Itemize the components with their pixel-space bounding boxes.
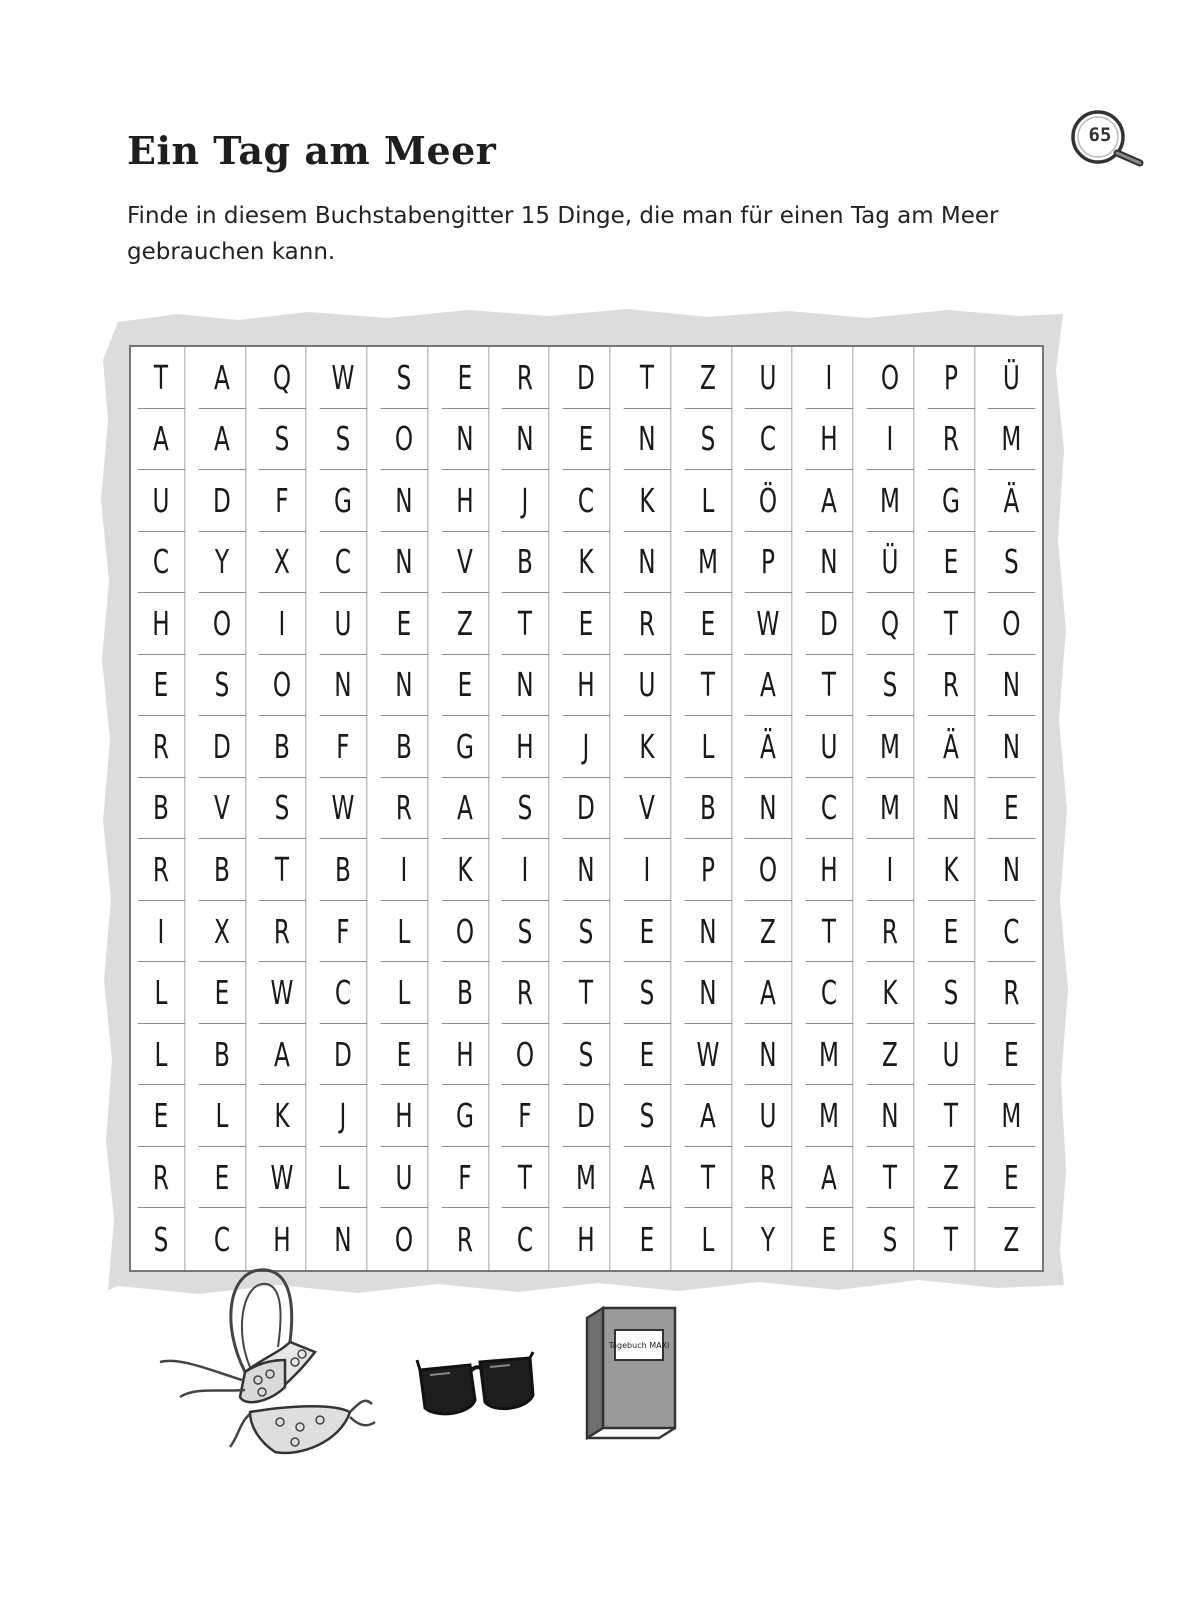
grid-cell: O	[381, 409, 428, 471]
grid-cell: V	[198, 778, 245, 840]
grid-cell: C	[198, 1208, 245, 1270]
grid-cell: S	[563, 1024, 610, 1086]
grid-cell: G	[441, 1085, 488, 1147]
grid-cell: O	[988, 593, 1035, 655]
grid-cell: I	[381, 839, 428, 901]
grid-cell: J	[320, 1085, 367, 1147]
grid-cell: R	[138, 1147, 185, 1209]
grid-cell: Y	[198, 532, 245, 594]
grid-cell: N	[745, 778, 792, 840]
grid-cell: A	[684, 1085, 731, 1147]
grid-cell: N	[866, 1085, 913, 1147]
grid-cell: O	[745, 839, 792, 901]
grid-cell: Z	[866, 1024, 913, 1086]
grid-cell: S	[259, 409, 306, 471]
grid-cell: K	[624, 716, 671, 778]
grid-cell: K	[563, 532, 610, 594]
grid-cell: T	[806, 655, 853, 717]
grid-cell: N	[441, 409, 488, 471]
grid-cell: B	[381, 716, 428, 778]
grid-cell: N	[563, 839, 610, 901]
grid-cell: N	[381, 470, 428, 532]
grid-cell: A	[806, 1147, 853, 1209]
grid-cell: T	[624, 347, 671, 409]
grid-cell: K	[259, 1085, 306, 1147]
grid-cell: L	[320, 1147, 367, 1209]
grid-cell: I	[259, 593, 306, 655]
grid-cell: S	[198, 655, 245, 717]
grid-cell: T	[806, 901, 853, 963]
page-number: 65	[1088, 124, 1112, 146]
grid-cell: E	[441, 655, 488, 717]
grid-cell: N	[502, 655, 549, 717]
grid-cell: N	[745, 1024, 792, 1086]
grid-cell: M	[806, 1085, 853, 1147]
grid-cell: A	[745, 655, 792, 717]
grid-cell: N	[988, 655, 1035, 717]
grid-cell: Z	[1003, 1219, 1020, 1259]
grid-cell: B	[198, 1024, 245, 1086]
grid-cell: W	[745, 593, 792, 655]
grid-cell: A	[624, 1147, 671, 1209]
grid-cell: E	[988, 1024, 1035, 1086]
grid-cell: T	[927, 1208, 974, 1270]
grid-cell: U	[381, 1147, 428, 1209]
grid-cell: R	[259, 901, 306, 963]
grid-cell: Ä	[988, 470, 1035, 532]
grid-cell: H	[563, 1208, 610, 1270]
grid-cell: N	[381, 532, 428, 594]
grid-cell: P	[745, 532, 792, 594]
grid-cell: W	[684, 1024, 731, 1086]
grid-cell: R	[502, 347, 549, 409]
grid-cell: N	[320, 655, 367, 717]
grid-cell: S	[624, 962, 671, 1024]
grid-cell: M	[866, 470, 913, 532]
grid-cell: H	[441, 470, 488, 532]
grid-cell: Q	[259, 347, 306, 409]
grid-cell: S	[927, 962, 974, 1024]
grid-cell: A	[259, 1024, 306, 1086]
grid-cell: Z	[684, 347, 731, 409]
grid-cell: M	[563, 1147, 610, 1209]
grid-cell: K	[441, 839, 488, 901]
grid-cell: X	[259, 532, 306, 594]
grid-cell: K	[927, 839, 974, 901]
grid-cell: L	[381, 962, 428, 1024]
grid-cell: U	[138, 470, 185, 532]
grid-cell: T	[927, 1085, 974, 1147]
grid-cell: N	[806, 532, 853, 594]
sunglasses-illustration	[415, 1350, 540, 1430]
grid-cell: S	[624, 1085, 671, 1147]
grid-cell: C	[563, 470, 610, 532]
grid-cell: F	[259, 470, 306, 532]
grid-cell: S	[320, 409, 367, 471]
grid-cell: K	[624, 470, 671, 532]
grid-cell: V	[624, 778, 671, 840]
diary-book-illustration	[575, 1300, 685, 1440]
grid-cell: H	[441, 1024, 488, 1086]
grid-cell: E	[138, 1085, 185, 1147]
grid-cell: O	[866, 347, 913, 409]
book-cover-label: Tagebuch MAXI	[608, 1341, 670, 1350]
grid-cell: L	[198, 1085, 245, 1147]
grid-cell: C	[320, 532, 367, 594]
grid-cell: O	[381, 1208, 428, 1270]
grid-cell: R	[866, 901, 913, 963]
grid-cell: E	[198, 1147, 245, 1209]
grid-cell: O	[198, 593, 245, 655]
grid-cell: C	[806, 962, 853, 1024]
grid-cell: R	[138, 839, 185, 901]
grid-cell: I	[866, 839, 913, 901]
grid-cell: E	[684, 593, 731, 655]
grid-cell: Z	[441, 593, 488, 655]
grid-cell: A	[138, 409, 185, 471]
grid-cell: N	[624, 532, 671, 594]
grid-cell: X	[198, 901, 245, 963]
grid-cell: Y	[745, 1208, 792, 1270]
grid-cell: R	[988, 962, 1035, 1024]
grid-cell: M	[806, 1024, 853, 1086]
grid-cell: R	[502, 962, 549, 1024]
grid-cell: B	[138, 778, 185, 840]
grid-cell: N	[684, 901, 731, 963]
grid-cell: P	[927, 347, 974, 409]
grid-cell: B	[502, 532, 549, 594]
grid-cell: C	[138, 532, 185, 594]
grid-cell: E	[441, 347, 488, 409]
grid-cell: C	[988, 901, 1035, 963]
grid-cell: N	[684, 962, 731, 1024]
grid-cell: R	[381, 778, 428, 840]
grid-cell: E	[624, 1208, 671, 1270]
grid-cell: E	[927, 901, 974, 963]
grid-cell: L	[684, 1208, 731, 1270]
grid-cell: S	[502, 901, 549, 963]
grid-cell: Ö	[745, 470, 792, 532]
grid-cell: E	[563, 409, 610, 471]
grid-cell: N	[988, 716, 1035, 778]
grid-cell: R	[624, 593, 671, 655]
grid-cell: Ü	[866, 532, 913, 594]
grid-cell: D	[563, 1085, 610, 1147]
grid-cell: W	[259, 1147, 306, 1209]
grid-cell: N	[381, 655, 428, 717]
grid-cell: Z	[927, 1147, 974, 1209]
grid-cell: G	[927, 470, 974, 532]
grid-cell: M	[988, 1085, 1035, 1147]
grid-cell: S	[866, 655, 913, 717]
grid-cell: M	[684, 532, 731, 594]
grid-cell: D	[563, 778, 610, 840]
grid-cell: B	[320, 839, 367, 901]
grid-cell: E	[563, 593, 610, 655]
grid-cell: T	[563, 962, 610, 1024]
grid-cell: H	[259, 1208, 306, 1270]
grid-cell: Ä	[927, 716, 974, 778]
grid-cell: Z	[745, 901, 792, 963]
grid-cell: C	[806, 778, 853, 840]
grid-cell: A	[806, 470, 853, 532]
grid-cell: A	[198, 347, 245, 409]
grid-cell: T	[502, 1147, 549, 1209]
grid-cell: C	[745, 409, 792, 471]
grid-cell: M	[988, 409, 1035, 471]
grid-cell: N	[988, 839, 1035, 901]
grid-cell: S	[866, 1208, 913, 1270]
grid-cell: R	[927, 655, 974, 717]
grid-cell: H	[138, 593, 185, 655]
grid-cell: E	[624, 901, 671, 963]
grid-cell: I	[806, 347, 853, 409]
grid-cell: A	[745, 962, 792, 1024]
grid-cell: E	[988, 1147, 1035, 1209]
grid-cell: B	[198, 839, 245, 901]
grid-cell: E	[138, 655, 185, 717]
grid-cell: D	[563, 347, 610, 409]
grid-cell: E	[927, 532, 974, 594]
grid-cell: U	[806, 716, 853, 778]
grid-cell: W	[320, 347, 367, 409]
grid-cell: I	[866, 409, 913, 471]
grid-cell: F	[320, 716, 367, 778]
grid-cell: S	[684, 409, 731, 471]
grid-cell: J	[502, 470, 549, 532]
grid-cell: B	[441, 962, 488, 1024]
grid-cell: V	[441, 532, 488, 594]
instructions-text: Finde in diesem Buchstabengitter 15 Dinge, die man für einen Tag am Meer gebrauchen kann.	[127, 203, 999, 265]
grid-cell: F	[320, 901, 367, 963]
grid-cell: H	[381, 1085, 428, 1147]
grid-cell: O	[259, 655, 306, 717]
grid-cell: M	[866, 778, 913, 840]
grid-cell: N	[624, 409, 671, 471]
grid-cell: N	[502, 409, 549, 471]
grid-cell: Ü	[988, 347, 1035, 409]
grid-cell: S	[563, 901, 610, 963]
grid-cell: C	[502, 1208, 549, 1270]
grid-cell: D	[806, 593, 853, 655]
grid-cell: E	[381, 1024, 428, 1086]
grid-cell: S	[138, 1208, 185, 1270]
grid-cell: G	[441, 716, 488, 778]
grid-cell: D	[198, 716, 245, 778]
grid-cell: T	[684, 655, 731, 717]
grid-cell: L	[381, 901, 428, 963]
grid-cell: E	[988, 778, 1035, 840]
grid-cell: E	[198, 962, 245, 1024]
grid-cell: H	[563, 655, 610, 717]
grid-cell: O	[502, 1024, 549, 1086]
page-title: Ein Tag am Meer	[127, 128, 497, 173]
grid-cell: H	[806, 839, 853, 901]
grid-cell: T	[138, 347, 185, 409]
grid-cell: L	[684, 470, 731, 532]
grid-cell: Ä	[745, 716, 792, 778]
grid-cell: S	[381, 347, 428, 409]
grid-cell: H	[806, 409, 853, 471]
grid-cell: E	[381, 593, 428, 655]
grid-cell: B	[259, 716, 306, 778]
grid-cell: F	[502, 1085, 549, 1147]
grid-cell: J	[563, 716, 610, 778]
grid-cell: S	[502, 778, 549, 840]
grid-cell: E	[624, 1024, 671, 1086]
grid-cell: U	[927, 1024, 974, 1086]
grid-cell: I	[624, 839, 671, 901]
grid-cell: B	[684, 778, 731, 840]
grid-cell: U	[624, 655, 671, 717]
grid-cell: R	[138, 716, 185, 778]
grid-cell: R	[441, 1208, 488, 1270]
grid-cell: N	[320, 1208, 367, 1270]
grid-cell: I	[502, 839, 549, 901]
grid-cell: R	[745, 1147, 792, 1209]
grid-cell: S	[259, 778, 306, 840]
grid-cell: A	[198, 409, 245, 471]
grid-cell: A	[441, 778, 488, 840]
grid-cell: E	[806, 1208, 853, 1270]
grid-cell: U	[745, 1085, 792, 1147]
grid-cell: I	[138, 901, 185, 963]
grid-cell: T	[259, 839, 306, 901]
grid-cell: K	[866, 962, 913, 1024]
grid-cell: F	[441, 1147, 488, 1209]
grid-cell: T	[502, 593, 549, 655]
grid-cell: C	[320, 962, 367, 1024]
grid-cell: P	[684, 839, 731, 901]
word-search-grid	[129, 345, 1044, 1272]
grid-cell: N	[927, 778, 974, 840]
grid-cell: G	[320, 470, 367, 532]
grid-cell: H	[502, 716, 549, 778]
grid-cell: T	[684, 1147, 731, 1209]
grid-cell: S	[988, 532, 1035, 594]
grid-cell: D	[320, 1024, 367, 1086]
bikini-illustration	[150, 1262, 380, 1472]
grid-cell: D	[198, 470, 245, 532]
grid-cell: W	[259, 962, 306, 1024]
grid-cell: Q	[866, 593, 913, 655]
grid-cell: R	[927, 409, 974, 471]
grid-cell: M	[866, 716, 913, 778]
grid-cell: U	[320, 593, 367, 655]
grid-cell: U	[745, 347, 792, 409]
grid-cell: O	[441, 901, 488, 963]
grid-cell: L	[684, 716, 731, 778]
grid-cell: L	[138, 1024, 185, 1086]
grid-cell: T	[927, 593, 974, 655]
grid-cell: L	[138, 962, 185, 1024]
grid-cell: T	[866, 1147, 913, 1209]
grid-cell: W	[320, 778, 367, 840]
